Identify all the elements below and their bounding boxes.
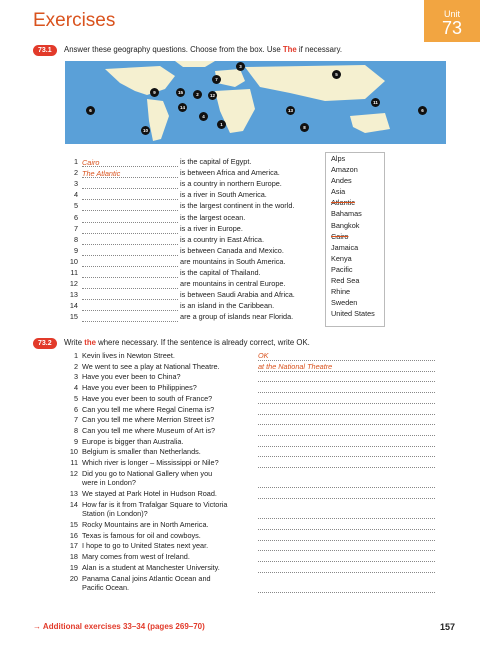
question-row [64,256,285,267]
sentence-number: 10 [69,447,78,457]
world-map [65,61,446,144]
sentence-item [64,531,201,541]
sentence-text: Station (in London)? [82,509,148,519]
sentence-text: Which river is longer – Mississippi or Nile? [82,458,219,467]
sentence-item [64,362,220,372]
answer-line[interactable] [258,563,435,573]
answer-blank[interactable] [82,190,178,200]
sentence-number: 17 [69,541,78,551]
question-number: 6 [73,212,78,222]
question-row [64,278,286,289]
answer-line[interactable] [258,415,435,425]
sentence-item [64,520,209,530]
question-number: 5 [73,201,78,211]
exercise-number-2: 73.2 [33,338,57,349]
exercise-1-instruction: Answer these geography questions. Choose from the box. Use The if necessary. [64,45,343,54]
sentence-text: Can you tell me where Merrion Street is? [82,415,215,425]
box-word: Red Sea [331,276,360,286]
answer-line[interactable]: OK [258,351,435,361]
question-number: 14 [69,301,78,311]
question-text: is the capital of Thailand. [178,268,261,277]
box-word: Bahamas [331,209,362,219]
sentence-text: Kevin lives in Newton Street. [82,351,175,360]
question-row [64,300,274,311]
box-word: United States [331,309,375,319]
sentence-number: 15 [69,520,78,529]
sentence-number: 18 [69,552,78,562]
sentence-text: Panama Canal joins Atlantic Ocean and [82,573,211,583]
sentence-text: We went to see a play at National Theatre. [82,361,220,371]
sentence-number: 5 [73,393,78,403]
sentence-text: Mary comes from west of Ireland. [82,552,190,562]
question-number: 4 [73,190,78,200]
map-marker-2: 2 [193,90,202,99]
answer-blank[interactable] [82,224,178,234]
sentence-text: Europe is bigger than Australia. [82,436,184,446]
question-number: 1 [73,157,78,166]
sentence-number: 9 [73,436,78,446]
answer-blank[interactable] [82,301,178,311]
sentence-number: 7 [73,415,78,425]
sentence-number: 13 [69,489,78,498]
sentence-item [64,372,181,382]
sentence-text: were in London? [82,478,136,488]
map-marker-3: 3 [236,62,245,71]
exercise-2-instruction: Write the where necessary. If the sentence is already correct, write OK. [64,338,310,347]
answer-blank[interactable] [82,312,178,322]
sentence-item [64,351,175,361]
sentence-text: Have you ever been to Philippines? [82,383,197,393]
answer-blank[interactable] [82,257,178,267]
sentence-number: 3 [73,372,78,382]
box-word: Andes [331,176,352,186]
answer-blank[interactable] [82,268,178,278]
answer-line[interactable] [258,394,435,404]
question-number: 2 [73,168,78,178]
map-marker-6-east: 6 [418,106,427,115]
page-title: Exercises [33,10,116,31]
map-marker-1: 1 [217,120,226,129]
map-marker-5: 5 [332,70,341,79]
question-text: is a river in Europe. [178,223,243,233]
question-number: 11 [70,268,78,277]
question-row [64,245,284,256]
sentence-text: How far is it from Trafalgar Square to Victoria [82,499,228,509]
answer-blank[interactable] [82,235,178,245]
answer-line[interactable] [258,383,435,393]
box-word: Bangkok [331,220,360,230]
question-number: 12 [69,279,78,289]
question-row [64,178,282,189]
box-word: Kenya [331,253,352,263]
answer-blank[interactable] [82,201,178,211]
sentence-number: 4 [73,383,78,393]
answer-line[interactable] [258,520,435,530]
sentence-number: 11 [70,458,78,467]
question-text: is a country in northern Europe. [178,179,282,189]
answer-blank[interactable] [82,179,178,189]
answer-line[interactable]: at the National Theatre [258,362,435,372]
map-marker-13: 13 [287,108,293,113]
unit-number: 73 [441,18,463,38]
additional-exercises-link[interactable]: → Additional exercises 33–34 (pages 269–70) [33,622,205,631]
answer-line[interactable] [258,478,435,488]
map-marker-15: 15 [177,90,183,95]
sentence-number: 2 [73,361,78,371]
sentence-item [64,469,212,488]
box-word: Pacific [331,264,353,274]
question-text: is a country in East Africa. [178,234,264,244]
question-row [64,167,280,178]
box-word: Rhine [331,287,351,297]
sentence-text: Have you ever been to China? [82,372,181,382]
sentence-item [64,394,212,404]
sentence-item [64,458,219,468]
box-word: Amazon [331,165,358,175]
sentence-text: Can you tell me where Museum of Art is? [82,425,216,435]
sentence-number: 20 [69,573,78,583]
answer-line[interactable] [258,541,435,551]
answer-line[interactable] [258,531,435,541]
question-text: is between Canada and Mexico. [178,245,284,255]
question-number: 8 [73,234,78,244]
box-word: Asia [331,187,346,197]
question-text: are mountains in South America. [178,256,286,266]
sentence-item [64,552,190,562]
sentence-item [64,383,197,393]
sentence-number: 6 [73,404,78,414]
sentence-text: Did you go to National Gallery when you [82,468,213,478]
sentence-number: 1 [73,351,78,360]
answer-blank[interactable]: Cairo [82,157,178,167]
sentence-text: Texas is famous for oil and cowboys. [82,530,201,540]
sentence-text: Belgium is smaller than Netherlands. [82,447,201,457]
sentence-number: 12 [69,468,78,478]
sentence-item [64,500,227,519]
question-text: is an island in the Caribbean. [178,301,275,311]
answer-line[interactable] [258,405,435,415]
map-marker-14: 14 [179,105,185,110]
sentence-item [64,541,208,551]
question-row [64,156,251,167]
question-text: is the largest ocean. [178,212,246,222]
question-text: are mountains in central Europe. [178,279,286,289]
question-number: 10 [69,256,78,266]
answer-line[interactable] [258,458,435,468]
map-marker-8: 8 [300,123,309,132]
sentence-item [64,563,220,573]
answer-blank[interactable]: The Atlantic [82,168,178,178]
sentence-number: 8 [73,425,78,435]
sentence-number: 14 [69,499,78,509]
box-word: Alps [331,154,346,163]
sentence-item [64,447,201,457]
sentence-item [64,574,211,593]
answer-line[interactable] [258,552,435,562]
question-row [64,189,267,200]
question-text: is the largest continent in the world. [178,201,295,211]
question-number: 15 [69,312,78,322]
sentence-text: Rocky Mountains are in North America. [82,520,209,529]
question-number: 7 [73,223,78,233]
answer-line[interactable] [258,372,435,382]
question-text: is between Saudi Arabia and Africa. [178,290,295,300]
map-marker-9: 9 [150,88,159,97]
sentence-item [64,437,183,447]
map-marker-10: 10 [142,128,148,133]
question-row [64,200,294,211]
unit-label: Unit [443,9,460,19]
sentence-text: Alan is a student at Manchester University. [82,562,220,572]
sentence-item [64,405,214,415]
answer-blank[interactable] [82,246,178,256]
sentence-text: Can you tell me where Regal Cinema is? [82,404,215,414]
sentence-text: Have you ever been to south of France? [82,393,213,403]
page-number: 157 [440,622,456,632]
word-box [325,152,385,327]
question-text: are a group of islands near Florida. [178,312,294,322]
answer-line[interactable] [258,426,435,436]
sentence-item [64,489,217,499]
map-marker-11: 11 [371,98,380,107]
box-word: Atlantic [331,198,355,208]
answer-blank[interactable] [82,290,178,300]
question-number: 3 [73,179,78,189]
answer-line[interactable] [258,489,435,499]
answer-line[interactable] [258,509,435,519]
map-marker-6: 6 [86,106,95,115]
sentence-item [64,426,215,436]
question-number: 9 [73,245,78,255]
sentence-number: 16 [69,530,78,540]
unit-tab [424,0,480,42]
sentence-text: Pacific Ocean. [82,583,130,593]
map-marker-12: 12 [209,93,215,98]
question-row [64,289,295,300]
answer-line[interactable] [258,447,435,457]
answer-line[interactable] [258,437,435,447]
map-marker-7: 7 [212,75,221,84]
box-word: Cairo [331,231,349,241]
box-word: Sweden [331,298,358,308]
box-word: Jamaica [331,242,359,252]
question-row [64,267,261,278]
question-row [64,311,293,322]
sentence-text: We stayed at Park Hotel in Hudson Road. [82,489,217,498]
question-row [64,234,264,245]
sentence-number: 19 [69,562,78,572]
answer-line[interactable] [258,583,435,593]
question-row [64,223,243,234]
sentence-text: I hope to go to United States next year. [82,541,209,551]
exercise-number-1: 73.1 [33,45,57,56]
question-number: 13 [69,290,78,300]
map-marker-4: 4 [199,112,208,121]
sentence-item [64,415,214,425]
answer-blank[interactable] [82,279,178,289]
question-text: is the capital of Egypt. [178,157,252,166]
question-row [64,212,245,223]
question-text: is between Africa and America. [178,168,280,178]
answer-blank[interactable] [82,213,178,223]
question-text: is a river in South America. [178,190,267,200]
